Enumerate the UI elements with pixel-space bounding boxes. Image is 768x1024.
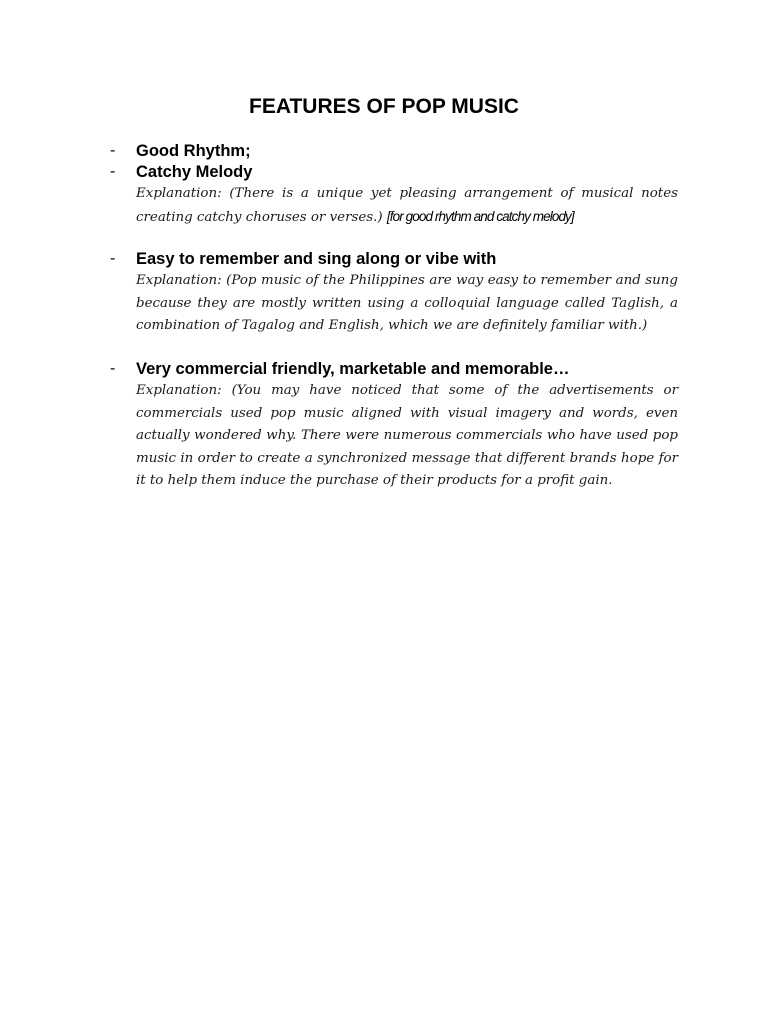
item-heading: Catchy Melody [136,163,253,181]
item-explanation: Explanation: (Pop music of the Philippines are way easy to remember and sung because they are mostly written using a colloquial language called Taglish, a combination of Tagalog and English, which we are definitely familiar with.) [136,273,678,333]
item-heading: Easy to remember and sing along or vibe with [136,250,497,268]
bullet-dash: - [110,360,116,377]
item-explanation [136,183,678,229]
item-explanation: Explanation: (You may have noticed that some of the advertisements or commercials used pop music aligned with visual imagery and words, even actually wondered why. There were numerous commercials who have used pop music in order to create a synchronized message that different brands hope for it to help them induce the purchase of their products for a profit gain. [136,383,678,488]
page-title: FEATURES OF POP MUSIC [249,95,519,118]
explanation-text: Explanation: (There is a unique yet pleasing arrangement of musical notes creating catchy choruses or verses.) [136,186,678,225]
item-heading: Good Rhythm; [136,142,251,160]
item-heading: Very commercial friendly, marketable and memorable… [136,360,570,378]
bullet-dash: - [110,163,116,180]
explanation-note: [for good rhythm and catchy melody] [386,208,574,224]
bullet-dash: - [110,250,116,267]
bullet-dash: - [110,142,116,159]
